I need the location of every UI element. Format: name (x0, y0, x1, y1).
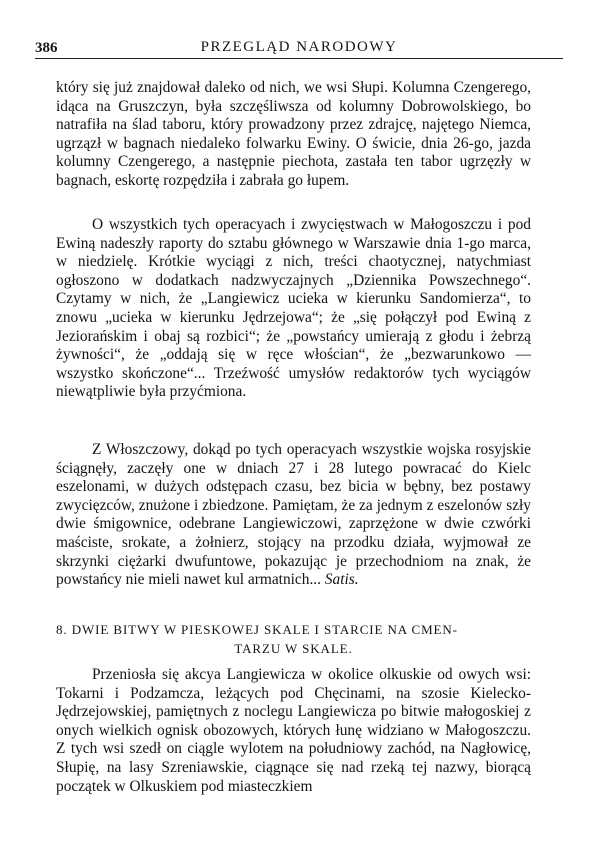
section-heading-line-2: TARZU W SKALE. (234, 641, 353, 656)
running-title: PRZEGLĄD NARODOWY (200, 39, 398, 55)
running-header (35, 36, 563, 59)
paragraph-3 (56, 441, 531, 590)
section-heading (56, 620, 531, 658)
paragraph-continuation (56, 79, 531, 191)
paragraph-3-text: Z Włoszczowy, dokąd po tych operacyach wszystkie wojska rosyjskie ściągnęły, zaczęły one w dniach 27 i 28 lutego powracać do Kielc eszelonami, w dużych odstępach czasu, bez bicia w bębny, bez postawy zwycięzców, znużone i zbiedzone. Pamiętam, że za jednym z eszelonów szły dwie śmigownice, odebrane Langiewiczowi, zaprzężone w dwie czwórki maściste, srokate, a żołnierz, stojący na przodku działa, wyjmował ze skrzynki ciężarki dwufuntowe, pokazując je przechodniom na znak, że powstańcy nie mieli nawet kul armatnich... (56, 441, 531, 589)
section-heading-line-1: 8. DWIE BITWY W PIESKOWEJ SKALE I STARCIE NA CMEN- (56, 622, 458, 637)
paragraph-olkusz (56, 666, 531, 796)
paragraph-4: Przeniosła się akcya Langiewicza w okolice olkuskie od owych wsi: Tokarni i Podzamcza, leżących pod Chęcinami, na szosie Kielecko-Jędrzejowskiej, pamiętnych z noclegu Langiewicza po bitwie małogoskiej z onych wielkich ognisk obozowych, których łunę widziano w Małogoszczu. Z tych wsi szedł on ciągle wylotem na południowy zachód, na Nagłowicę, Słupię, na lasy Szreniawskie, ciągnące się nad rzeką tej nazwy, biorącą początek w Olkuskiem pod miasteczkiem (56, 666, 531, 795)
signature: Satis. (324, 571, 359, 589)
paragraph-2: O wszystkich tych operacyach i zwycięstwach w Małogoszczu i pod Ewiną nadeszły raporty do sztabu głównego w Warszawie dnia 1-go marca, w niedzielę. Krótkie wyciągi z nich, treści chaotycznej, natychmiast ogłoszono w dodatkach nadzwyczajnych „Dziennika Powszechnego“. Czytamy w nich, że „Langiewicz ucieka w kierunku Sandomierza“, to znowu „ucieka w kierunku Jędrzejowa“; że „się połączył pod Ewiną z Jeziorańskim i obaj są rozbici“; że „powstańcy umierają z głodu i żebrzą żywności“, że „oddają się w ręce włościan“, że „bezwarunkowo — wszystko skończone“... Trzeźwość umysłów redaktorów tych wyciągów niewątpliwie była przyćmiona. (56, 216, 531, 401)
paragraph-1: który się już znajdował daleko od nich, we wsi Słupi. Kolumna Czengerego, idąca na Gruszczyn, była szczęśliwsza od kolumny Dobrowolskiego, bo natrafiła na ślad taboru, który prowadzony przez zdrajcę, najętego Niemca, ugrzązł w bagnach niedaleko folwarku Ewiny. O świcie, dnia 26-go, jazda kolumny Czengerego, a następnie piechota, zastała ten tabor ugrzęzły w bagnach, eskortę rozpędziła i zabrała go łupem. (56, 79, 531, 189)
paragraph-reports (56, 216, 531, 402)
paragraph-wloszczowa (56, 441, 531, 590)
page-number: 386 (35, 40, 58, 56)
